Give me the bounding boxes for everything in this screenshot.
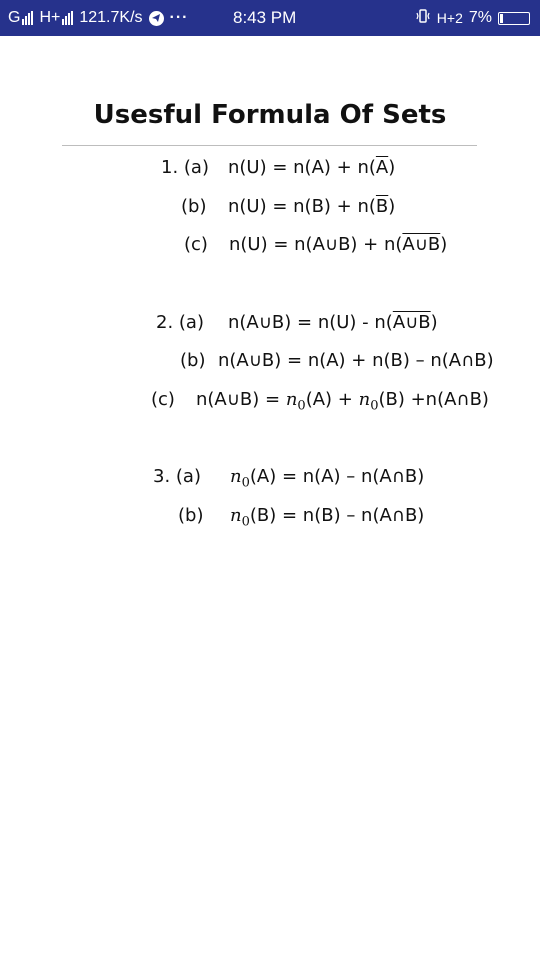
formula-1c-label: (c) xyxy=(184,234,208,255)
formula-1c: n(U) = n(A∪B) + n(A∪B) xyxy=(229,234,448,255)
formula-2c: n(A∪B) = $n_0(A) + n_0(B)$ +n(A∩B) xyxy=(196,389,489,414)
formula-3a: $n_0(A) = n(A)$ – n(A∩B) xyxy=(230,466,425,491)
formula-2b-label: (b) xyxy=(180,350,206,371)
formula-2a-label: 2. (a) xyxy=(156,312,204,333)
formula-2c-label: (c) xyxy=(151,389,175,410)
formula-3b-label: (b) xyxy=(178,505,204,526)
signal-icon-2 xyxy=(39,9,73,27)
title-divider xyxy=(62,145,477,146)
status-time: 8:43 PM xyxy=(233,8,297,27)
vibrate-icon xyxy=(415,8,431,29)
formula-3a-label: 3. (a) xyxy=(153,466,201,487)
page-title: Usesful Formula Of Sets xyxy=(93,100,447,130)
formula-1b: $n(U) = n(B) + n(\overline{B})$ xyxy=(228,196,396,217)
formula-1b-label: (b) xyxy=(181,196,207,217)
formula-3b: $n_0(B) = n(B)$ – n(A∩B) xyxy=(230,505,425,530)
network-type-2: H+ xyxy=(39,9,61,26)
formula-2a: n(A∪B) = n(U) - n(A∪B) xyxy=(228,312,438,333)
battery-percent: 7% xyxy=(468,9,492,26)
formula-2b: n(A∪B) = n(A) + n(B) – n(A∩B) xyxy=(218,350,494,371)
status-left xyxy=(8,0,189,36)
battery-icon xyxy=(498,12,530,25)
network-speed: 121.7K/s xyxy=(79,9,143,26)
status-bar xyxy=(0,0,540,36)
more-dots-icon: ··· xyxy=(169,9,189,26)
formula-1a: $n(U) = n(A) + n(\overline{A})$ xyxy=(228,157,396,178)
formula-1a-label: 1. (a) xyxy=(161,157,209,178)
network-indicator: H+2 xyxy=(436,10,463,26)
telegram-icon xyxy=(149,11,164,26)
network-type-1: G xyxy=(8,9,21,26)
signal-icon xyxy=(8,9,33,27)
status-right xyxy=(415,0,530,36)
